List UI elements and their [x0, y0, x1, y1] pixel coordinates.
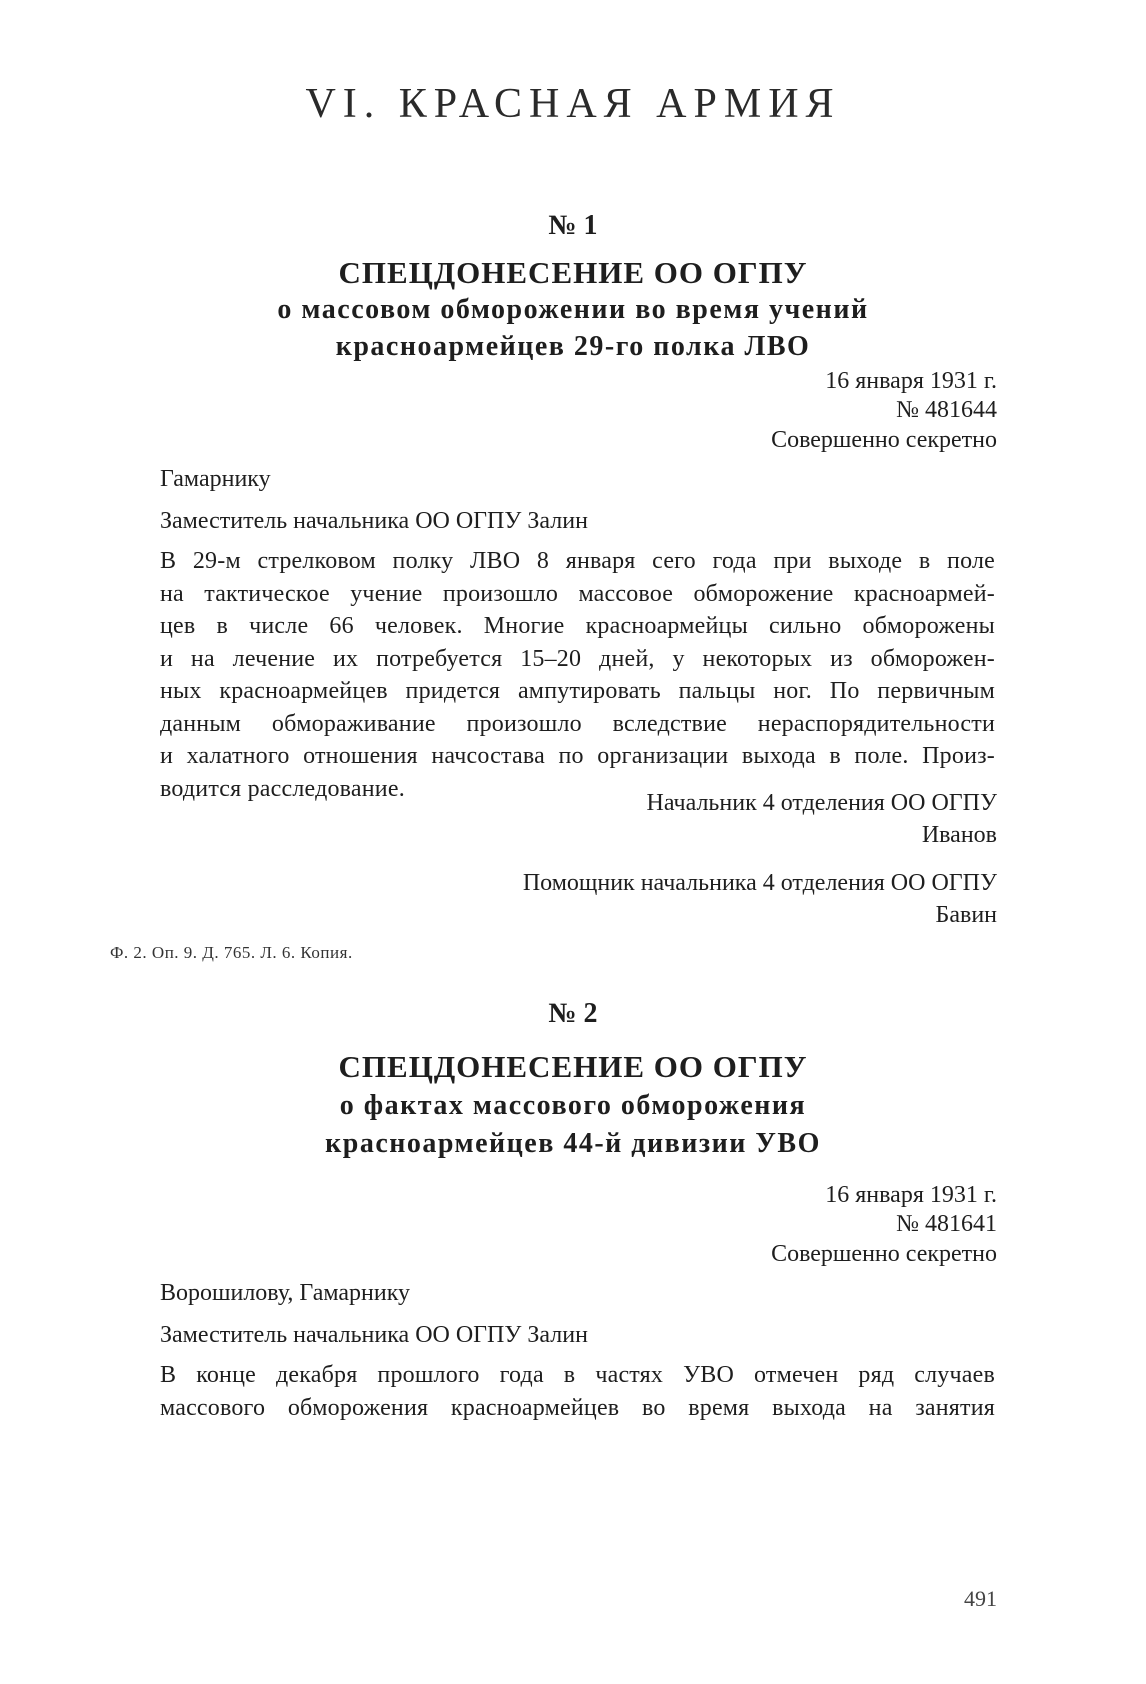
doc1-body	[160, 545, 995, 805]
doc2-date: 16 января 1931 г.	[825, 1182, 997, 1208]
doc1-body-line: и на лечение их потребуется 15–20 дней, у некоторых из обморожен-	[160, 645, 995, 672]
doc1-signature1-position: Начальник 4 отделения ОО ОГПУ	[646, 790, 997, 816]
doc2-addressee: Ворошилову, Гамарнику	[160, 1280, 411, 1306]
doc2-sender: Заместитель начальника ОО ОГПУ Залин	[160, 1322, 588, 1348]
doc2-number: № 2	[548, 998, 598, 1029]
doc1-subtitle-line: красноармейцев 29-го полка ЛВО	[335, 331, 811, 362]
doc2-reg-number: № 481641	[896, 1211, 997, 1237]
doc1-reg-number: № 481644	[896, 397, 997, 423]
doc1-date: 16 января 1931 г.	[825, 368, 997, 394]
doc1-sender: Заместитель начальника ОО ОГПУ Залин	[160, 508, 588, 534]
doc1-signature2-position: Помощник начальника 4 отделения ОО ОГПУ	[522, 870, 997, 896]
doc1-body-line: В 29-м стрелковом полку ЛВО 8 января сего года при выходе в поле	[160, 548, 995, 574]
doc2-body	[160, 1359, 995, 1424]
doc1-body-line: данным обмораживание произошло вследствие нераспорядительности	[160, 710, 995, 737]
doc1-body-line: и халатного отношения начсостава по организации выхода в поле. Произ-	[160, 743, 995, 769]
doc1-number: № 1	[548, 210, 598, 241]
doc1-title: СПЕЦДОНЕСЕНИЕ ОО ОГПУ	[338, 255, 808, 290]
doc1-signature2-name: Бавин	[935, 902, 997, 928]
doc1-body-line: на тактическое учение произошло массовое обморожение красноармей-	[160, 580, 995, 607]
doc2-classification: Совершенно секретно	[771, 1241, 997, 1267]
doc1-body-line: цев в числе 66 человек. Многие красноармейцы сильно обморожены	[160, 613, 995, 639]
section-title: VI. КРАСНАЯ АРМИЯ	[305, 81, 841, 127]
doc1-body-line: водится расследование.	[160, 775, 405, 802]
doc1-subtitle-line: о массовом обморожении во время учений	[277, 294, 869, 325]
doc1-body-line: ных красноармейцев придется ампутировать пальцы ног. По первичным	[160, 678, 995, 704]
doc2-body-line: массового обморожения красноармейцев во время выхода на занятия	[160, 1394, 995, 1421]
doc2-body-line: В конце декабря прошлого года в частях УВО отмечен ряд случаев	[160, 1362, 995, 1388]
doc1-archive-ref: Ф. 2. Оп. 9. Д. 765. Л. 6. Копия.	[110, 943, 353, 962]
page-number: 491	[964, 1586, 997, 1611]
doc1-classification: Совершенно секретно	[771, 427, 997, 453]
doc2-title: СПЕЦДОНЕСЕНИЕ ОО ОГПУ	[338, 1049, 808, 1084]
doc1-addressee: Гамарнику	[160, 466, 271, 492]
doc2-subtitle-line: красноармейцев 44-й дивизии УВО	[325, 1128, 821, 1159]
doc1-signature1-name: Иванов	[921, 822, 997, 848]
doc2-subtitle-line: о фактах массового обморожения	[339, 1090, 807, 1121]
